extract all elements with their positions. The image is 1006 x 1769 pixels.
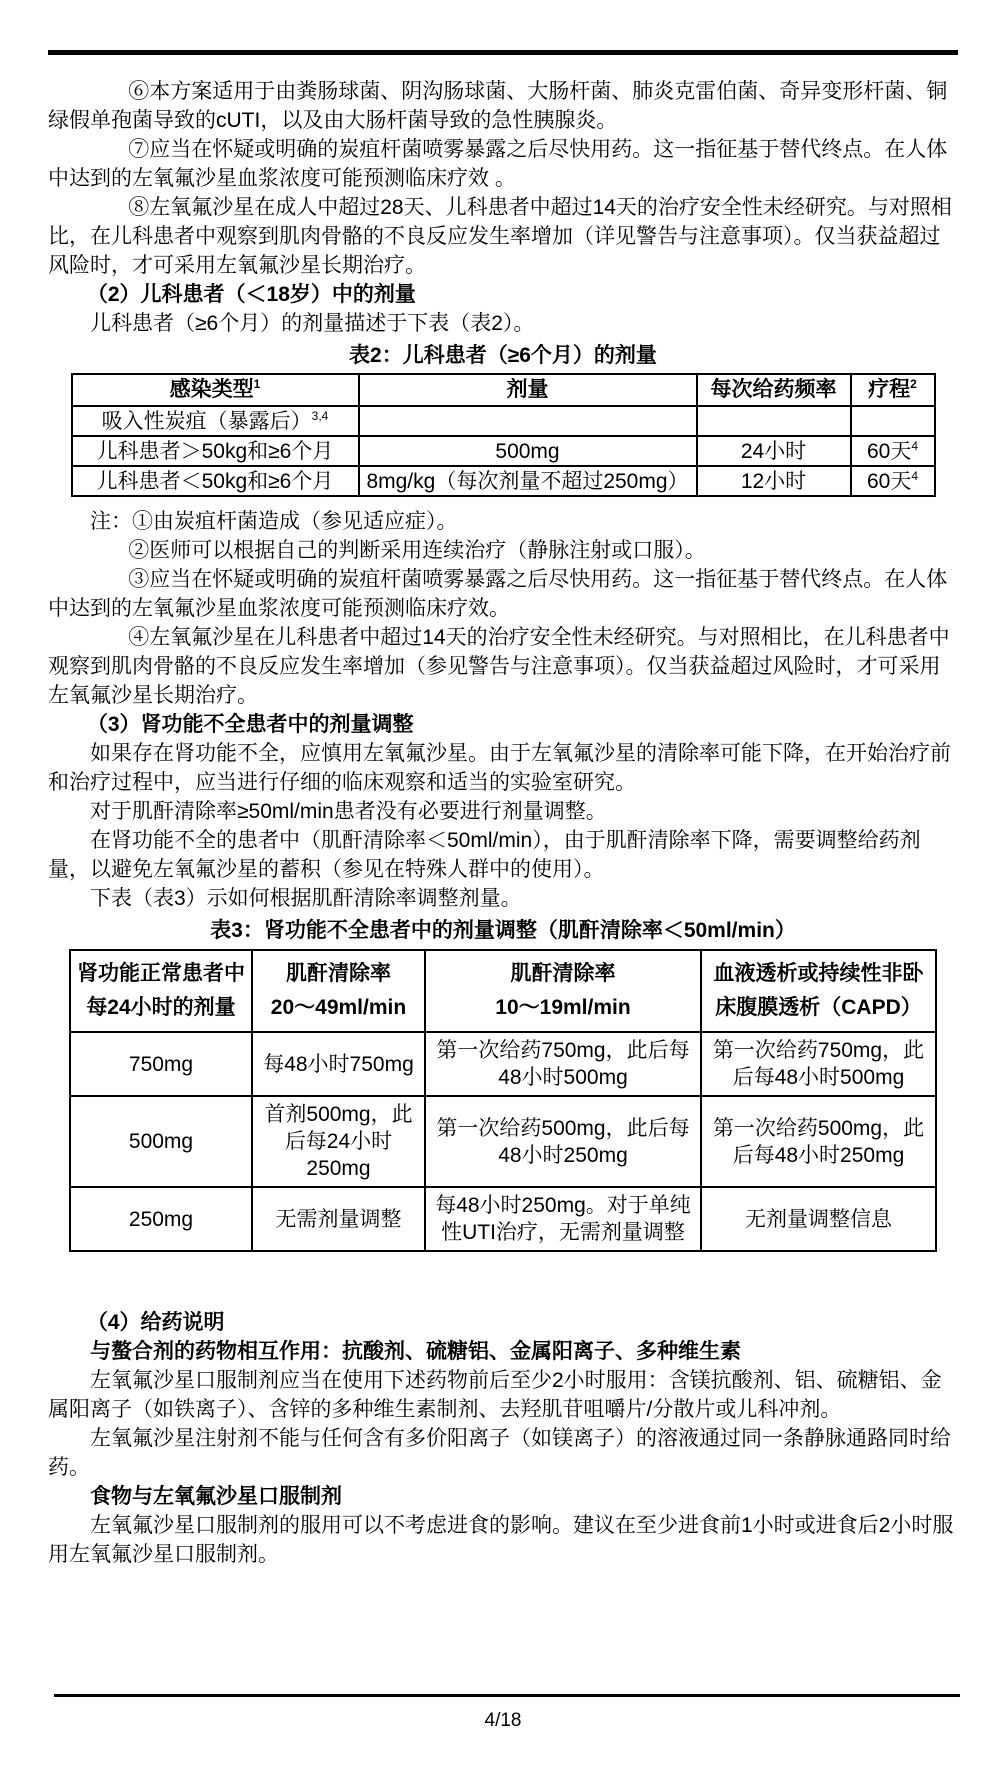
table-cell: 750mg <box>70 1032 252 1096</box>
table-cell: 儿科患者＜50kg和≥6个月 <box>72 466 359 496</box>
section-4-paragraph-2: 左氧氟沙星注射剂不能与任何含有多价阳离子（如镁离子）的溶液通过同一条静脉通路同时给药。 <box>48 1427 951 1479</box>
table-cell: 吸入性炭疽（暴露后）$^{3,4}$ <box>72 406 359 436</box>
table-header-cell: 肌酐清除率 20～49ml/min <box>252 950 425 1032</box>
page-number: 4/18 <box>484 1710 522 1731</box>
table-cell: 60天$^4$ <box>851 436 935 466</box>
table-cell: 无剂量调整信息 <box>701 1187 936 1251</box>
table-cell: 24小时 <box>697 436 851 466</box>
section-3-paragraph-4: 下表（表3）示如何根据肌酐清除率调整剂量。 <box>90 887 522 910</box>
section-4-paragraph-3: 左氧氟沙星口服制剂的服用可以不考虑进食的影响。建议在至少进食前1小时或进食后2小时服用左氧氟沙星口服制剂。 <box>48 1514 954 1566</box>
section-4-subheading-chelation: 与螯合剂的药物相互作用：抗酸剂、硫糖铝、金属阳离子、多种维生素 <box>90 1340 741 1363</box>
section-2-heading: （2）儿科患者（＜18岁）中的剂量 <box>86 283 416 306</box>
section-4-heading: （4）给药说明 <box>86 1311 225 1334</box>
superscript: 2 <box>910 377 917 391</box>
table-cell: 8mg/kg（每次剂量不超过250mg） <box>359 466 697 496</box>
superscript: 4 <box>911 438 919 453</box>
table-cell: 无需剂量调整 <box>252 1187 425 1251</box>
paragraph-note-7: ⑦应当在怀疑或明确的炭疽杆菌喷雾暴露之后尽快用药。这一指征基于替代终点。在人体中达到的左氧氟沙星血浆浓度可能预测临床疗效 。 <box>48 138 948 190</box>
table-cell <box>851 406 935 436</box>
table-header-cell: 每次给药频率 <box>697 374 851 406</box>
table-2-note-4: ④左氧氟沙星在儿科患者中超过14天的治疗安全性未经研究。与对照相比，在儿科患者中观察到肌肉骨骼的不良反应发生率增加（参见警告与注意事项）。仅当获益超过风险时，才可采用左氧氟沙星长期治疗。 <box>48 626 950 707</box>
table-cell: 第一次给药500mg，此后每48小时250mg <box>425 1096 701 1187</box>
header-rule <box>48 50 958 55</box>
table-row <box>70 1187 936 1251</box>
renal-dose-adjustment-table <box>69 949 937 1252</box>
table-header-row <box>70 950 936 1032</box>
table-header-cell: 肌酐清除率 10～19ml/min <box>425 950 701 1032</box>
table-cell: 60天$^4$ <box>851 466 935 496</box>
table-cell: 第一次给药750mg，此后每48小时500mg <box>701 1032 936 1096</box>
table-row <box>70 1096 936 1187</box>
note-text: ①由炭疽杆菌造成（参见适应症）。 <box>132 510 458 533</box>
table-cell: 儿科患者＞50kg和≥6个月 <box>72 436 359 466</box>
section-3-paragraph-1: 如果存在肾功能不全，应慎用左氧氟沙星。由于左氧氟沙星的清除率可能下降，在开始治疗前和治疗过程中，应当进行仔细的临床观察和适当的实验室研究。 <box>48 742 951 794</box>
footer-rule <box>54 1694 960 1697</box>
section-3-paragraph-3: 在肾功能不全的患者中（肌酐清除率＜50ml/min），由于肌酐清除率下降，需要调整给药剂量，以避免左氧氟沙星的蓄积（参见在特殊人群中的使用）。 <box>48 829 921 881</box>
table-header-cell: 感染类型$^1$ <box>72 374 359 406</box>
table-row <box>72 466 935 496</box>
notes-label: 注： <box>90 510 132 533</box>
table-cell: 每48小时250mg。对于单纯性UTI治疗，无需剂量调整 <box>425 1187 701 1251</box>
table-header-row <box>72 374 935 406</box>
section-4-subheading-food: 食物与左氧氟沙星口服制剂 <box>90 1485 342 1508</box>
table-cell: 首剂500mg，此后每24小时250mg <box>252 1096 425 1187</box>
table-header-cell: 血液透析或持续性非卧 床腹膜透析（CAPD） <box>701 950 936 1032</box>
table-cell: 第一次给药750mg，此后每48小时500mg <box>425 1032 701 1096</box>
table-2-note-2: ②医师可以根据自己的判断采用连续治疗（静脉注射或口服）。 <box>128 539 706 562</box>
section-4-paragraph-1: 左氧氟沙星口服制剂应当在使用下述药物前后至少2小时服用：含镁抗酸剂、铝、硫糖铝、金属阳离子（如铁离子）、含锌的多种维生素制剂、去羟肌苷咀嚼片/分散片或儿科冲剂。 <box>48 1369 942 1421</box>
table-2-caption: 表2：儿科患者（≥6个月）的剂量 <box>349 344 657 367</box>
section-2-intro: 儿科患者（≥6个月）的剂量描述于下表（表2）。 <box>90 312 535 335</box>
table-cell <box>359 406 697 436</box>
table-cell: 250mg <box>70 1187 252 1251</box>
table-2-note-3: ③应当在怀疑或明确的炭疽杆菌喷雾暴露之后尽快用药。这一指征基于替代终点。在人体中达到的左氧氟沙星血浆浓度可能预测临床疗效。 <box>48 568 948 620</box>
table-header-cell: 肾功能正常患者中 每24小时的剂量 <box>70 950 252 1032</box>
table-cell: 每48小时750mg <box>252 1032 425 1096</box>
pediatric-dosage-table <box>71 373 936 497</box>
table-cell: 500mg <box>70 1096 252 1187</box>
section-3-heading: （3）肾功能不全患者中的剂量调整 <box>86 713 414 736</box>
superscript: 3,4 <box>311 408 329 423</box>
paragraph-note-8: ⑧左氧氟沙星在成人中超过28天、儿科患者中超过14天的治疗安全性未经研究。与对照相比，在儿科患者中观察到肌肉骨骼的不良反应发生率增加（详见警告与注意事项）。仅当获益超过风险时，才可采用左氧氟沙星长期治疗。 <box>48 196 952 277</box>
superscript: 4 <box>911 468 919 483</box>
table-cell: 12小时 <box>697 466 851 496</box>
table-row <box>72 406 935 436</box>
table-cell: 500mg <box>359 436 697 466</box>
document-body <box>48 77 958 1569</box>
table-cell: 第一次给药500mg，此后每48小时250mg <box>701 1096 936 1187</box>
table-3-caption: 表3：肾功能不全患者中的剂量调整（肌酐清除率＜50ml/min） <box>210 919 796 942</box>
table-header-cell: 疗程$^2$ <box>851 374 935 406</box>
paragraph-note-6: ⑥本方案适用于由粪肠球菌、阴沟肠球菌、大肠杆菌、肺炎克雷伯菌、奇异变形杆菌、铜绿假单孢菌导致的cUTI，以及由大肠杆菌导致的急性胰腺炎。 <box>48 80 948 132</box>
table-2-note-1 <box>48 507 958 536</box>
table-row <box>72 436 935 466</box>
section-3-paragraph-2: 对于肌酐清除率≥50ml/min患者没有必要进行剂量调整。 <box>90 800 607 823</box>
table-header-cell: 剂量 <box>359 374 697 406</box>
table-cell <box>697 406 851 436</box>
table-row <box>70 1032 936 1096</box>
superscript: 1 <box>253 377 261 391</box>
